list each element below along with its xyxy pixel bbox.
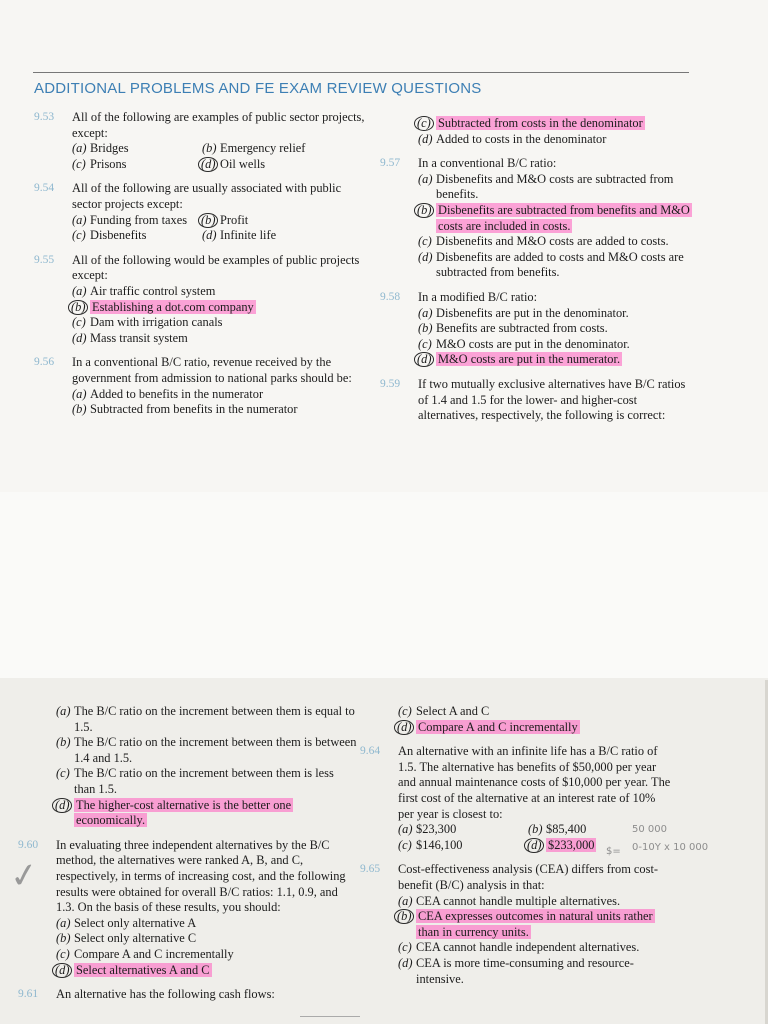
highlighted-answer-text: The higher-cost alternative is the better one economically.: [76, 797, 292, 828]
option-label: (d): [72, 330, 87, 345]
option-text: $85,400: [546, 822, 587, 837]
option-text: Air traffic control system: [90, 283, 216, 298]
option-text: Disbenefits and M&O costs are subtracted from benefits.: [436, 171, 674, 202]
circled-answer-label: (b): [394, 909, 414, 924]
answer-option: [72, 157, 202, 173]
answer-option: [418, 250, 698, 281]
question-block: [418, 116, 698, 147]
circled-answer-label: (d): [52, 798, 72, 813]
option-label: (a): [418, 305, 433, 320]
answer-option: [72, 402, 372, 418]
circled-answer-label: (d): [414, 352, 434, 367]
option-text: Dam with irrigation canals: [90, 315, 223, 330]
left-column-bottom: [18, 704, 358, 1012]
option-label: (d): [418, 131, 433, 146]
option-text: Added to costs in the denominator: [436, 131, 607, 146]
highlighted-answer-text: Establishing a dot.com company: [92, 299, 254, 314]
option-text: $146,100: [416, 837, 463, 852]
pencil-checkmark: ✓: [7, 854, 42, 898]
question-number: 9.64: [360, 745, 381, 758]
option-label: (a): [72, 283, 87, 298]
option-text: M&O costs are put in the denominator.: [436, 336, 630, 351]
answer-option: [398, 894, 674, 910]
question-number: 9.58: [380, 290, 401, 303]
answer-option: [72, 387, 372, 403]
option-label: (c): [418, 234, 432, 249]
circled-answer-label: (d): [52, 963, 72, 978]
answer-option: [528, 838, 596, 854]
answer-option: [398, 822, 528, 838]
option-label: (a): [56, 915, 71, 930]
option-text: Disbenefits: [90, 228, 147, 243]
question-number: 9.60: [18, 838, 39, 851]
circled-answer-label: (d): [198, 157, 218, 172]
option-label: (d): [418, 249, 433, 264]
option-text: The B/C ratio on the increment between them is between 1.4 and 1.5.: [74, 735, 357, 765]
blank-gap: [0, 492, 768, 678]
circled-answer-label: (b): [414, 203, 434, 218]
option-text: Compare A and C incrementally: [74, 946, 234, 961]
option-text: Benefits are subtracted from costs.: [436, 321, 608, 336]
question-text: An alternative with an infinite life has a B/C ratio of 1.5. The alternative has benefits of $50,000 per year and annual maintenance costs of $10,000 per year. The first cost of the alternative at an interest rate of 10% per year is closest to:: [398, 744, 671, 821]
option-label: (c): [72, 228, 86, 243]
option-text: The B/C ratio on the increment between them is less than 1.5.: [74, 766, 334, 796]
option-label: (b): [418, 321, 433, 336]
answer-option: [72, 331, 372, 347]
option-label: (a): [398, 822, 413, 837]
option-label: (c): [72, 315, 86, 330]
answer-option: [398, 956, 674, 987]
option-label: (c): [398, 837, 412, 852]
option-text: Subtracted from benefits in the numerator: [90, 402, 298, 417]
option-label: (b): [202, 141, 217, 156]
answer-option: [398, 909, 674, 940]
option-label: (c): [56, 946, 70, 961]
option-row: [72, 213, 372, 229]
handwritten-note-bottom: 0-10Y x 10 000: [632, 842, 709, 853]
answer-option: [72, 213, 202, 229]
question-number: 9.53: [34, 111, 55, 123]
option-text: Disbenefits are added to costs and M&O costs are subtracted from benefits.: [436, 249, 684, 280]
option-label: (c): [72, 156, 86, 171]
circled-answer-label: (c): [414, 116, 434, 131]
question-number: 9.65: [360, 863, 381, 876]
option-text: CEA cannot handle multiple alternatives.: [416, 893, 621, 908]
option-text: $23,300: [416, 822, 457, 837]
section-heading: ADDITIONAL PROBLEMS AND FE EXAM REVIEW QUESTIONS: [34, 80, 482, 97]
question-block: [34, 110, 372, 172]
question-block: [360, 744, 674, 853]
option-label: (b): [72, 402, 87, 417]
option-text: Added to benefits in the numerator: [90, 386, 264, 401]
option-text: CEA cannot handle independent alternatives.: [416, 940, 640, 955]
option-label: (b): [528, 822, 543, 837]
question-text: All of the following are examples of public sector projects, except:: [72, 110, 365, 140]
circled-answer-label: (d): [524, 838, 544, 853]
question-number: 9.61: [18, 988, 39, 1001]
highlighted-answer-text: M&O costs are put in the numerator.: [438, 352, 621, 367]
option-text: The B/C ratio on the increment between them is equal to 1.5.: [74, 704, 355, 734]
option-label: (b): [56, 931, 71, 946]
question-number: 9.54: [34, 182, 55, 195]
highlighted-answer-text: Select alternatives A and C: [76, 962, 210, 977]
handwritten-note-top: 50 000: [632, 824, 667, 835]
option-label: (c): [56, 766, 70, 781]
answer-option: [398, 704, 674, 720]
option-text: Oil wells: [220, 156, 266, 171]
answer-option: [528, 822, 586, 838]
question-text: In a conventional B/C ratio:: [418, 156, 557, 171]
option-text: Prisons: [90, 156, 127, 171]
answer-option: [72, 300, 372, 316]
highlighted-answer-text: CEA expresses outcomes in natural units rather than in currency units.: [418, 909, 653, 939]
question-number: 9.56: [34, 356, 55, 369]
answer-option: [418, 321, 698, 337]
answer-option: [398, 838, 528, 854]
answer-option: [202, 228, 276, 244]
answer-option: [56, 963, 358, 979]
question-block: [34, 355, 372, 417]
answer-option: [72, 141, 202, 157]
answer-option: [56, 947, 358, 963]
answer-option: [418, 172, 698, 203]
option-text: Select only alternative A: [74, 915, 197, 930]
right-column-top: [380, 116, 698, 433]
answer-option: [398, 720, 674, 736]
question-text: In evaluating three independent alternatives by the B/C method, the alternatives were ranked A, B, and C, respectively, in terms of increasing cost, and the following results were obtained for overall B/C ratios: 1.1, 0.9, and 1.3. On the basis of these results, you should:: [56, 837, 346, 915]
option-text: CEA is more time-consuming and resource-intensive.: [416, 955, 634, 986]
highlighted-answer-text: Subtracted from costs in the denominator: [438, 116, 643, 130]
circled-answer-label: (b): [68, 300, 88, 315]
option-label: (d): [398, 955, 413, 970]
answer-option: [56, 735, 358, 766]
circled-answer-label: (b): [198, 213, 218, 228]
answer-option: [72, 284, 372, 300]
option-row: [72, 141, 372, 157]
answer-option: [418, 132, 698, 148]
answer-option: [56, 931, 358, 947]
option-row: [72, 228, 372, 244]
answer-option: [72, 315, 372, 331]
answer-option: [398, 940, 674, 956]
answer-option: [418, 306, 698, 322]
question-text: In a conventional B/C ratio, revenue received by the government from admission to national parks should be:: [72, 355, 352, 385]
answer-option: [56, 704, 358, 735]
answer-option: [56, 916, 358, 932]
question-block: [380, 376, 698, 424]
left-column-top: [34, 110, 372, 427]
option-text: Bridges: [90, 141, 129, 156]
option-label: (a): [418, 171, 433, 186]
question-text: Cost-effectiveness analysis (CEA) differs from cost-benefit (B/C) analysis in that:: [398, 862, 659, 892]
answer-option: [418, 234, 698, 250]
option-label: (b): [56, 735, 71, 750]
question-block: [380, 156, 698, 281]
answer-option: [56, 766, 358, 797]
question-number: 9.57: [380, 157, 401, 170]
option-label: (a): [398, 893, 413, 908]
answer-option: [202, 141, 305, 157]
question-text: In a modified B/C ratio:: [418, 289, 538, 304]
option-label: (c): [398, 704, 412, 718]
answer-option: [418, 116, 698, 132]
highlighted-answer-text: $233,000: [548, 837, 595, 852]
header-rule: [33, 72, 689, 73]
option-label: (a): [72, 141, 87, 156]
option-text: Profit: [220, 212, 249, 227]
question-text: All of the following would be examples of public projects except:: [72, 252, 360, 283]
question-block: [18, 987, 358, 1003]
question-block: [398, 704, 674, 735]
question-block: [56, 704, 358, 829]
option-text: Mass transit system: [90, 330, 188, 345]
answer-option: [72, 228, 202, 244]
handwritten-dollar-sign: $=: [606, 846, 621, 857]
question-block: [34, 252, 372, 347]
option-label: (c): [418, 336, 432, 351]
question-text: All of the following are usually associated with public sector projects except:: [72, 181, 342, 211]
option-text: Select only alternative C: [74, 931, 197, 946]
option-text: Disbenefits are put in the denominator.: [436, 305, 629, 320]
option-text: Infinite life: [220, 228, 277, 243]
question-block: [360, 862, 674, 987]
option-text: Funding from taxes: [90, 212, 188, 227]
question-text: If two mutually exclusive alternatives have B/C ratios of 1.4 and 1.5 for the lower- and higher-cost alternatives, respectively, the following is correct:: [418, 376, 686, 423]
option-text: Select A and C: [416, 704, 490, 718]
question-number: 9.59: [380, 377, 401, 390]
option-label: (c): [398, 940, 412, 955]
answer-option: [202, 157, 265, 173]
option-text: Disbenefits and M&O costs are added to costs.: [436, 234, 669, 249]
option-label: (d): [202, 228, 217, 243]
option-text: Emergency relief: [220, 141, 306, 156]
question-block: [380, 289, 698, 368]
question-block: [18, 837, 358, 978]
question-block: [34, 181, 372, 243]
option-label: (a): [72, 212, 87, 227]
answer-option: [202, 213, 248, 229]
option-label: (a): [72, 386, 87, 401]
answer-option: [418, 203, 698, 234]
answer-option: [56, 798, 358, 829]
circled-answer-label: (d): [394, 720, 414, 735]
highlighted-answer-text: Disbenefits are subtracted from benefits and M&O costs are included in costs.: [438, 202, 690, 233]
pencil-scribble: [300, 1016, 360, 1017]
option-row: [72, 157, 372, 173]
highlighted-answer-text: Compare A and C incrementally: [418, 719, 578, 734]
question-number: 9.55: [34, 253, 55, 266]
option-label: (a): [56, 704, 71, 718]
answer-option: [418, 337, 698, 353]
answer-option: [418, 352, 698, 368]
question-text: An alternative has the following cash flows:: [56, 987, 275, 1002]
